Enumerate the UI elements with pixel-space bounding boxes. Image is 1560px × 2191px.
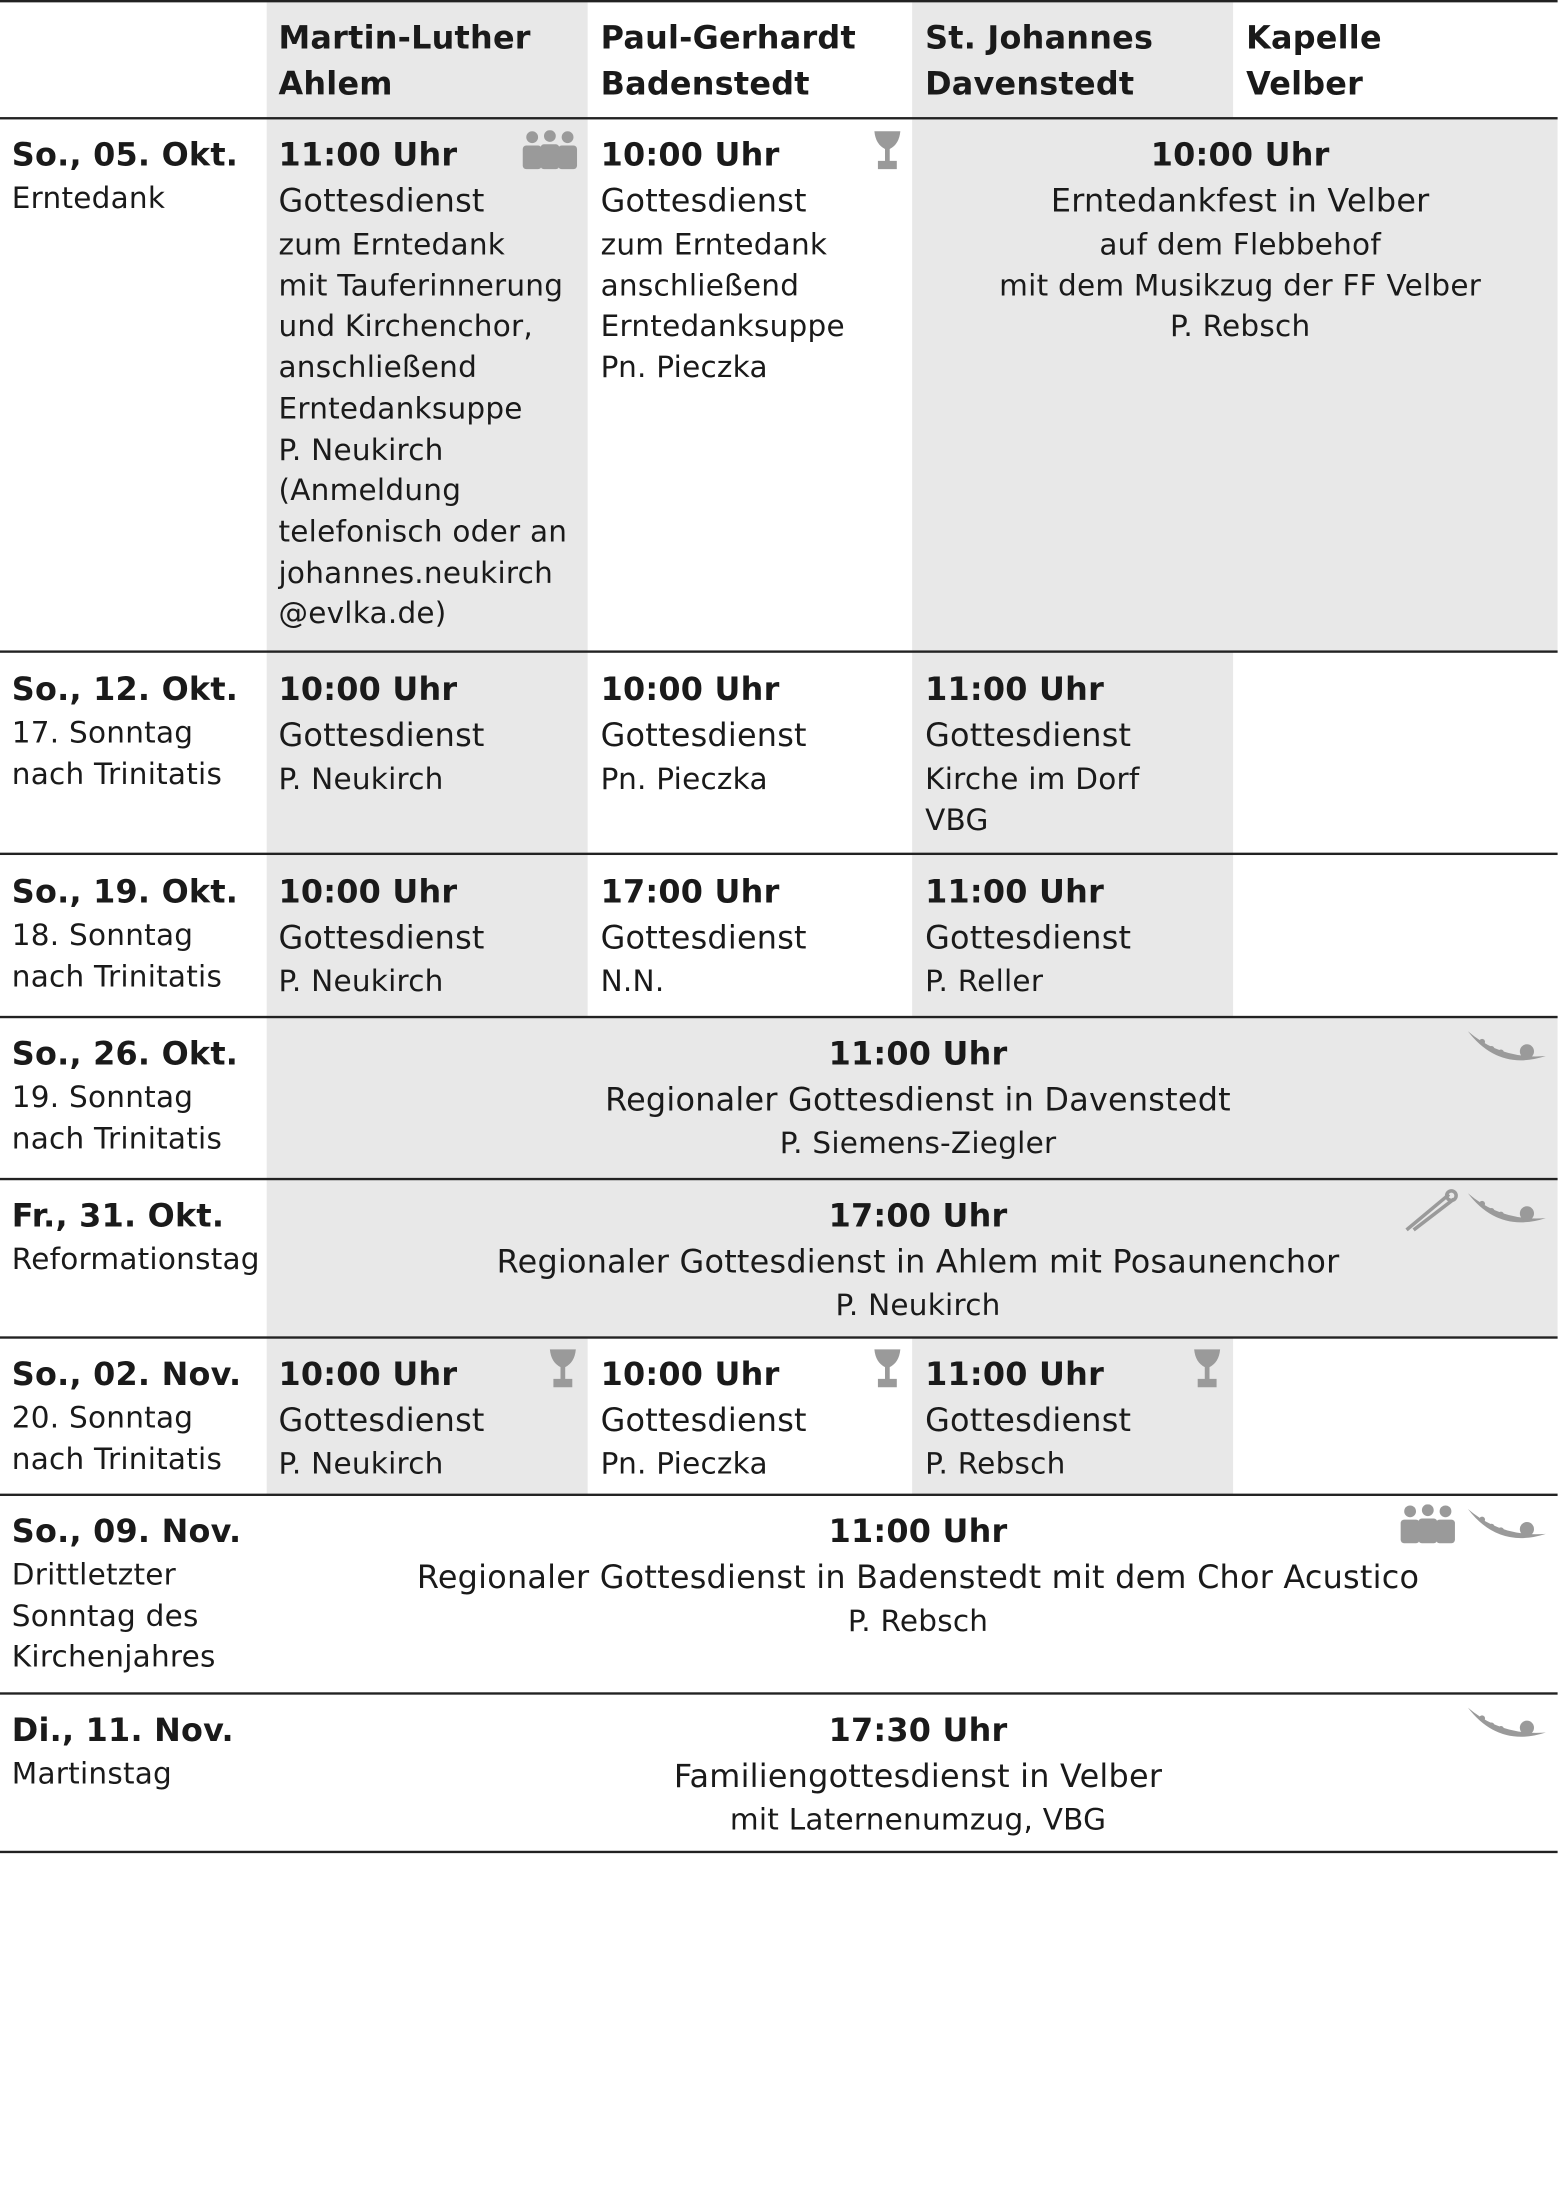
column-header-ahlem: Martin-Luther Ahlem <box>278 20 531 103</box>
regional-service-span: 17:30 Uhr Familiengottesdienst in Velber mit Laternenumzug, VBG <box>673 1712 1163 1837</box>
service-cell-badenstedt: 10:00 Uhr Gottesdienst Pn. Pieczka <box>600 671 807 796</box>
column-header-davenstedt: St. Johannes Davenstedt <box>925 20 1154 103</box>
service-cell-ahlem: 11:00 Uhr Gottesdienst zum Erntedank mit Tauferinnerung und Kirchenchor, anschließend Erntedanksuppe P. Neukirch (Anmeldung telefonisch oder an johannes.neukirch @evlka.de) <box>278 137 568 631</box>
regional-service-span: 17:00 Uhr Regionaler Gottesdienst in Ahlem mit Posaunenchor P. Neukirch <box>496 1197 1340 1323</box>
service-cell-davenstedt: 11:00 Uhr Gottesdienst Kirche im Dorf VBG <box>925 671 1140 837</box>
row-date-cell: So., 05. Okt. Erntedank <box>11 137 239 216</box>
row-date-cell: So., 19. Okt. 18. Sonntag nach Trinitatis <box>11 873 239 994</box>
rule-header <box>0 117 1558 119</box>
service-cell-davenstedt: 11:00 Uhr Gottesdienst P. Rebsch <box>925 1356 1132 1481</box>
service-cell-davenstedt: 11:00 Uhr Gottesdienst P. Reller <box>925 873 1132 999</box>
rule-top <box>0 0 1558 2</box>
service-cell-badenstedt: 10:00 Uhr Gottesdienst Pn. Pieczka <box>600 1356 807 1481</box>
service-cell-ahlem: 10:00 Uhr Gottesdienst P. Neukirch <box>278 873 485 999</box>
chalice-icon <box>1191 1348 1224 1388</box>
row-date-cell: So., 26. Okt. 19. Sonntag nach Trinitatis <box>11 1035 239 1156</box>
chalice-icon <box>546 1348 579 1388</box>
service-cell-badenstedt: 17:00 Uhr Gottesdienst N.N. <box>600 873 807 999</box>
row-date-cell: So., 12. Okt. 17. Sonntag nach Trinitatis <box>11 671 239 791</box>
choir-icon <box>520 130 579 170</box>
trombone-icon <box>1402 1187 1459 1234</box>
column-header-velber: Kapelle Velber <box>1246 20 1382 103</box>
service-cell-badenstedt: 10:00 Uhr Gottesdienst zum Erntedank anschließend Erntedanksuppe Pn. Pieczka <box>600 137 845 385</box>
chalice-icon <box>871 130 904 170</box>
rule-row <box>0 1494 1558 1496</box>
row-date-cell: So., 02. Nov. 20. Sonntag nach Trinitatis <box>11 1356 242 1476</box>
region-icon <box>1466 1504 1549 1549</box>
column-header-badenstedt: Paul-Gerhardt Badenstedt <box>600 20 856 103</box>
region-icon <box>1466 1189 1549 1234</box>
service-cell-ahlem: 10:00 Uhr Gottesdienst P. Neukirch <box>278 1356 485 1481</box>
region-icon <box>1466 1026 1549 1071</box>
rule-row <box>0 1336 1558 1338</box>
rule-row <box>0 853 1558 855</box>
row-date-cell: Di., 11. Nov. Martinstag <box>11 1712 234 1791</box>
rule-row <box>0 1692 1558 1694</box>
regional-service-span: 11:00 Uhr Regionaler Gottesdienst in Davenstedt P. Siemens-Ziegler <box>605 1035 1231 1161</box>
rule-row <box>0 1016 1558 1018</box>
row-date-cell: Fr., 31. Okt. Reformationstag <box>11 1197 260 1277</box>
service-cell-ahlem: 10:00 Uhr Gottesdienst P. Neukirch <box>278 671 485 796</box>
rule-row <box>0 650 1558 652</box>
rule-row <box>0 1178 1558 1180</box>
region-icon <box>1466 1703 1549 1748</box>
chalice-icon <box>871 1348 904 1388</box>
row-date-cell: So., 09. Nov. Drittletzter Sonntag des Kirchenjahres <box>11 1513 242 1674</box>
service-span-davenstedt-velber: 10:00 Uhr Erntedankfest in Velber auf dem Flebbehof mit dem Musikzug der FF Velber P. Rebsch <box>999 137 1482 344</box>
regional-service-span: 11:00 Uhr Regionaler Gottesdienst in Badenstedt mit dem Chor Acustico P. Rebsch <box>416 1513 1420 1638</box>
choir-icon <box>1398 1504 1457 1544</box>
